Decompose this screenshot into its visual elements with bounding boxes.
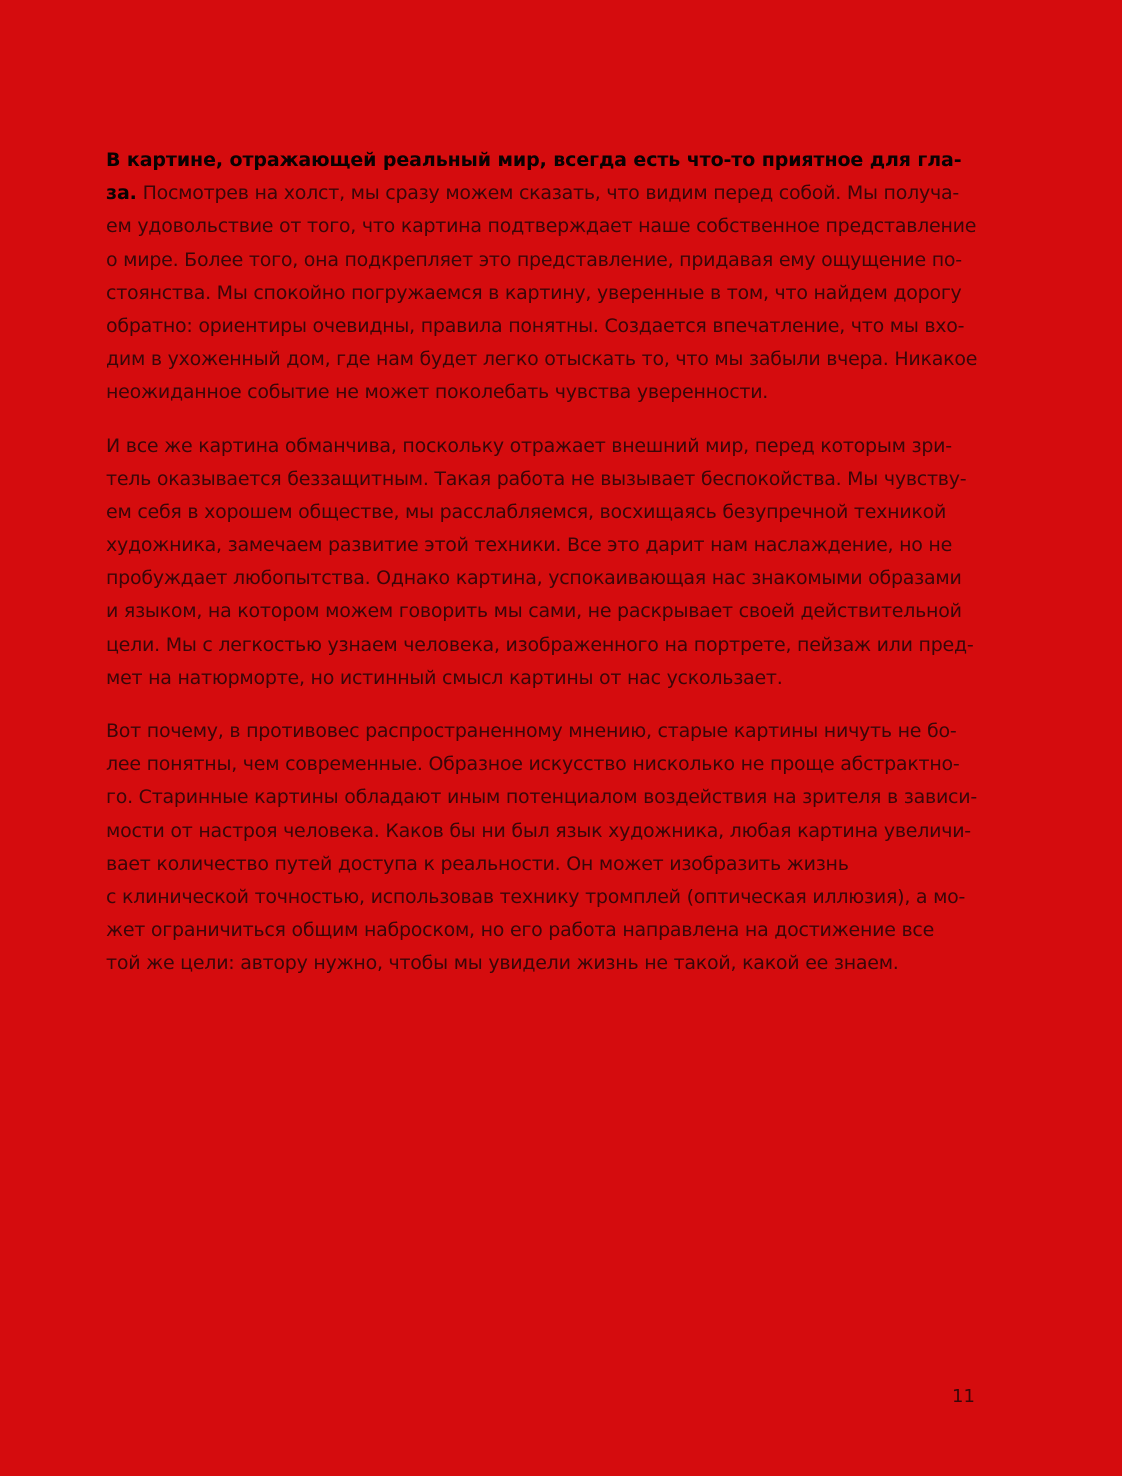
text-line: ем себя в хорошем обществе, мы расслабляемся, восхищаясь безупречной техникой (106, 500, 947, 523)
lead-bold-text: В картине, отражающей реальный мир, всегда есть что-то приятное для гла- (106, 149, 962, 171)
text-line: о мире. Более того, она подкрепляет это представление, придавая ему ощущение по- (106, 248, 962, 271)
text-line: ем удовольствие от того, что картина подтверждает наше собственное представление (106, 215, 977, 238)
text-line: тель оказывается беззащитным. Такая работа не вызывает беспокойства. Мы чувству- (106, 467, 967, 490)
text-line: обратно: ориентиры очевидны, правила понятны. Создается впечатление, что мы вхо- (106, 314, 965, 337)
text-line: Вот почему, в противовес распространенному мнению, старые картины ничуть не бо- (106, 720, 957, 742)
text-line: вает количество путей доступа к реальности. Он может изобразить жизнь (106, 852, 849, 875)
text-block (106, 144, 978, 981)
text-line (106, 144, 970, 177)
paragraph-1 (106, 144, 978, 410)
text-line: и языком, на котором можем говорить мы сами, не раскрывает своей действительной (106, 600, 962, 623)
text-line: го. Старинные картины обладают иным потенциалом воздействия на зрителя в зависи- (106, 786, 977, 809)
paragraph-gap (106, 410, 970, 430)
text-line: мет на натюрморте, но истинный смысл картины от нас ускользает. (106, 666, 783, 689)
text-line: с клинической точностью, использовав технику тромплей (оптическая иллюзия), а мо- (106, 885, 966, 908)
text-line: пробуждает любопытства. Однако картина, успокаивающая нас знакомыми образами (106, 567, 962, 590)
text-line: стоянства. Мы спокойно погружаемся в картину, уверенные в том, что найдем дорогу (106, 281, 962, 304)
paragraph-2 (106, 430, 974, 696)
text-line: И все же картина обманчива, поскольку отражает внешний мир, перед которым зри- (106, 434, 952, 457)
text-line: лее понятны, чем современные. Образное искусство нисколько не проще абстрактно- (106, 753, 960, 776)
text-line: за. Посмотрев на холст, мы сразу можем сказать, что видим перед собой. Мы получа- (106, 182, 959, 205)
text-line: мости от настроя человека. Каков бы ни был язык художника, любая картина увеличи- (106, 819, 971, 842)
text-line: той же цели: автору нужно, чтобы мы увидели жизнь не такой, какой ее знаем. (106, 952, 899, 975)
text-line: дим в ухоженный дом, где нам будет легко отыскать то, что мы забыли вчера. Никакое (106, 348, 978, 371)
text-line: неожиданное событие не может поколебать чувства уверенности. (106, 381, 769, 404)
text-line: жет ограничиться общим наброском, но его работа направлена на достижение все (106, 919, 935, 942)
paragraph-gap (106, 695, 970, 715)
page-number: 11 (952, 1386, 975, 1407)
text-line: художника, замечаем развитие этой техники. Все это дарит нам наслаждение, но не (106, 534, 953, 557)
paragraph-3 (106, 715, 977, 981)
lead-bold-text: за. (106, 182, 137, 205)
text-line: цели. Мы с легкостью узнаем человека, изображенного на портрете, пейзаж или пред- (106, 633, 974, 656)
